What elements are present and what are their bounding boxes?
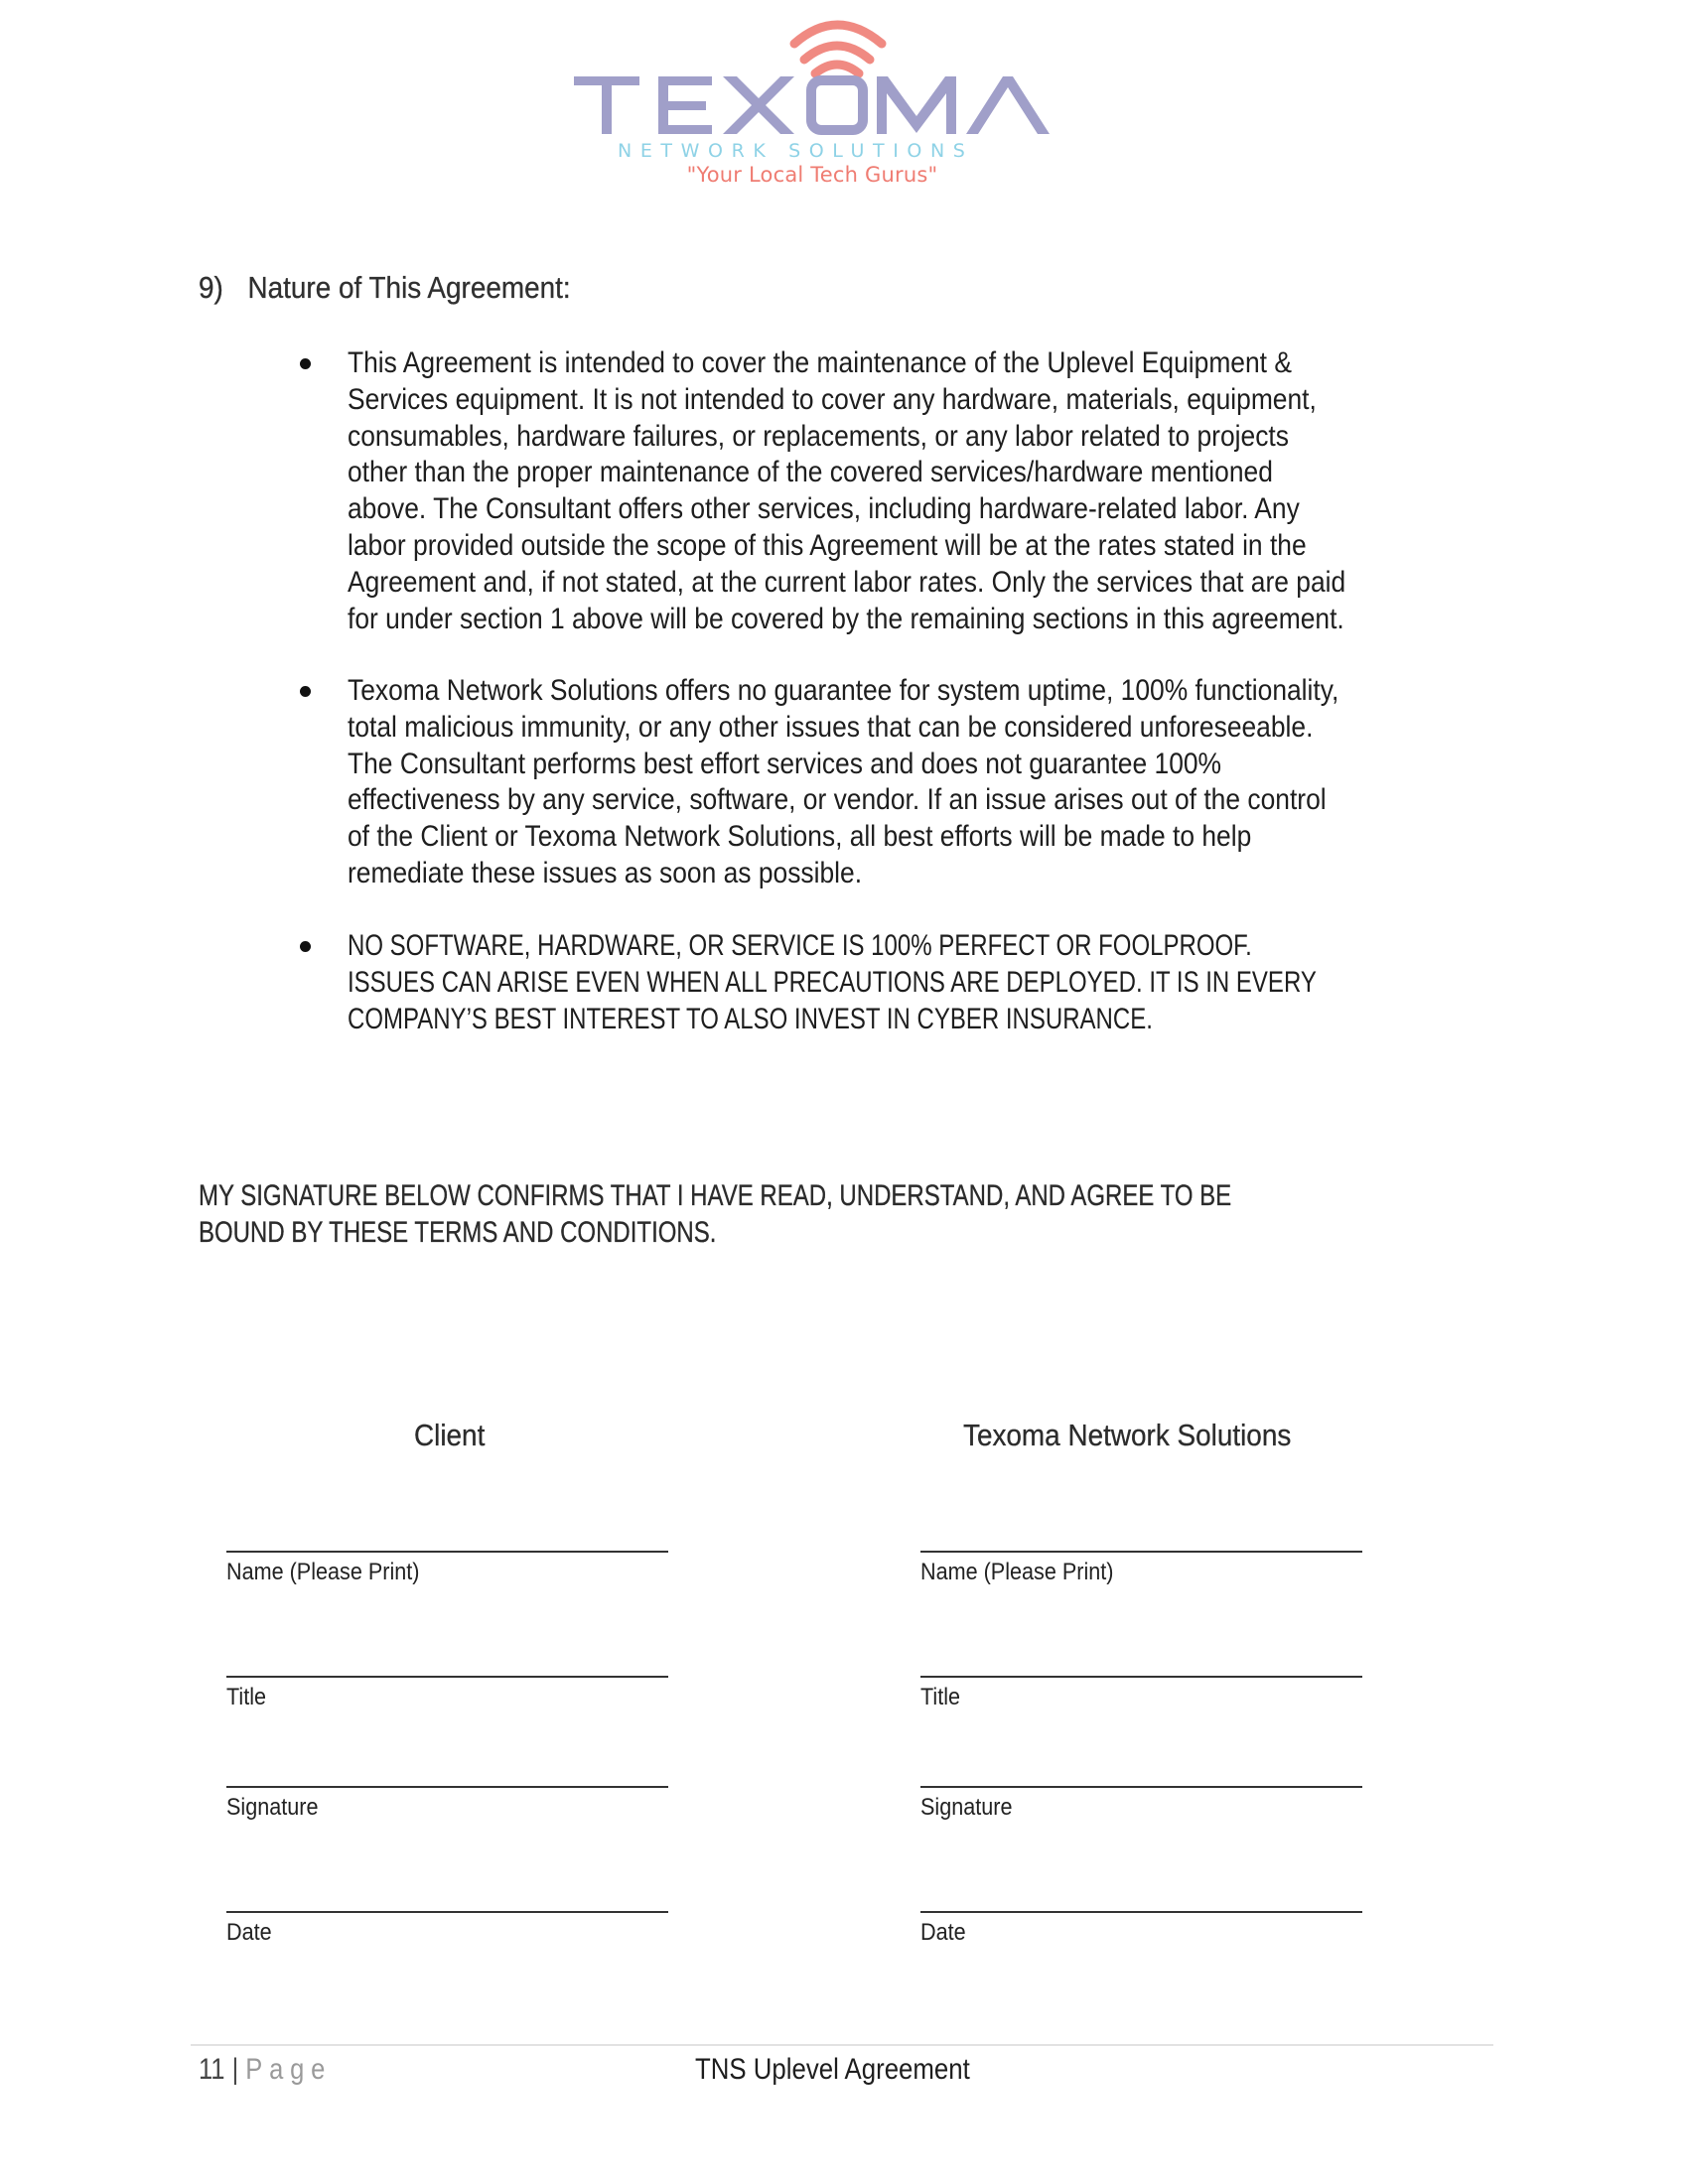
section-title: Nature of This Agreement: [247,270,571,305]
signature-line[interactable] [226,1676,668,1678]
signature-confirmation [199,1178,1489,1252]
text-line: total malicious immunity, or any other issues that can be considered unforeseeable. [348,710,1314,744]
section-heading [199,270,571,306]
field-label: Title [920,1684,961,1710]
text-line: effectiveness by any service, software, or vendor. If an issue arises out of the control [348,783,1327,817]
signature-line[interactable] [920,1551,1362,1553]
page-number-value: 11 [199,2053,225,2086]
text-line: NO SOFTWARE, HARDWARE, OR SERVICE IS 100% PERFECT OR FOOLPROOF. [348,929,1252,962]
bullet-icon [300,941,311,952]
text-line: remediate these issues as soon as possible. [348,856,863,889]
text-line: Texoma Network Solutions offers no guarantee for system uptime, 100% functionality, [348,674,1339,707]
bullet-text [348,928,1559,1037]
text-line: Services equipment. It is not intended to cover any hardware, materials, equipment, [348,382,1317,416]
bullet-icon [300,358,311,369]
bullet-text [348,345,1481,637]
text-line: consumables, hardware failures, or replacements, or any labor related to projects [348,419,1289,453]
company-logo [574,14,1051,193]
text-line: of the Client or Texoma Network Solutions, all best efforts will be made to help [348,820,1252,854]
field-label: Signature [226,1794,319,1821]
text-line: Agreement and, if not stated, at the current labor rates. Only the services that are paid [348,565,1346,599]
text-line: COMPANY’S BEST INTEREST TO ALSO INVEST IN CYBER INSURANCE. [348,1002,1153,1035]
wifi-signal-icon [574,14,1051,143]
document-title: TNS Uplevel Agreement [695,2053,970,2086]
page-number [199,2053,332,2087]
text-line: other than the proper maintenance of the covered services/hardware mentioned [348,456,1273,489]
field-label: Name (Please Print) [226,1559,420,1585]
text-line: ISSUES CAN ARISE EVEN WHEN ALL PRECAUTIONS ARE DEPLOYED. IT IS IN EVERY [348,965,1317,999]
field-label: Date [920,1919,966,1946]
provider-heading: Texoma Network Solutions [963,1418,1292,1452]
field-label: Date [226,1919,272,1946]
field-label: Signature [920,1794,1013,1821]
text-line: BOUND BY THESE TERMS AND CONDITIONS. [199,1215,717,1249]
signature-line[interactable] [920,1911,1362,1913]
logo-subtitle: NETWORK SOLUTIONS [618,140,974,162]
signature-line[interactable] [920,1786,1362,1788]
page-word: Page [245,2053,333,2086]
section-number: 9) [199,270,223,305]
text-line: for under section 1 above will be covered by the remaining sections in this agreement. [348,602,1344,635]
signature-line[interactable] [226,1551,668,1553]
bullet-icon [300,686,311,697]
text-line: labor provided outside the scope of this Agreement will be at the rates stated in the [348,528,1307,562]
text-line: above. The Consultant offers other services, including hardware-related labor. Any [348,492,1300,526]
client-heading: Client [414,1418,486,1452]
logo-tagline: "Your Local Tech Gurus" [686,163,938,187]
signature-line[interactable] [226,1786,668,1788]
text-line: MY SIGNATURE BELOW CONFIRMS THAT I HAVE READ, UNDERSTAND, AND AGREE TO BE [199,1179,1232,1212]
footer-divider [191,2044,1493,2046]
signature-line[interactable] [920,1676,1362,1678]
bullet-text [348,673,1474,892]
page-separator: | [231,2053,239,2086]
signature-line[interactable] [226,1911,668,1913]
field-label: Name (Please Print) [920,1559,1114,1585]
field-label: Title [226,1684,267,1710]
text-line: This Agreement is intended to cover the maintenance of the Uplevel Equipment & [348,346,1292,379]
text-line: The Consultant performs best effort services and does not guarantee 100% [348,747,1222,780]
